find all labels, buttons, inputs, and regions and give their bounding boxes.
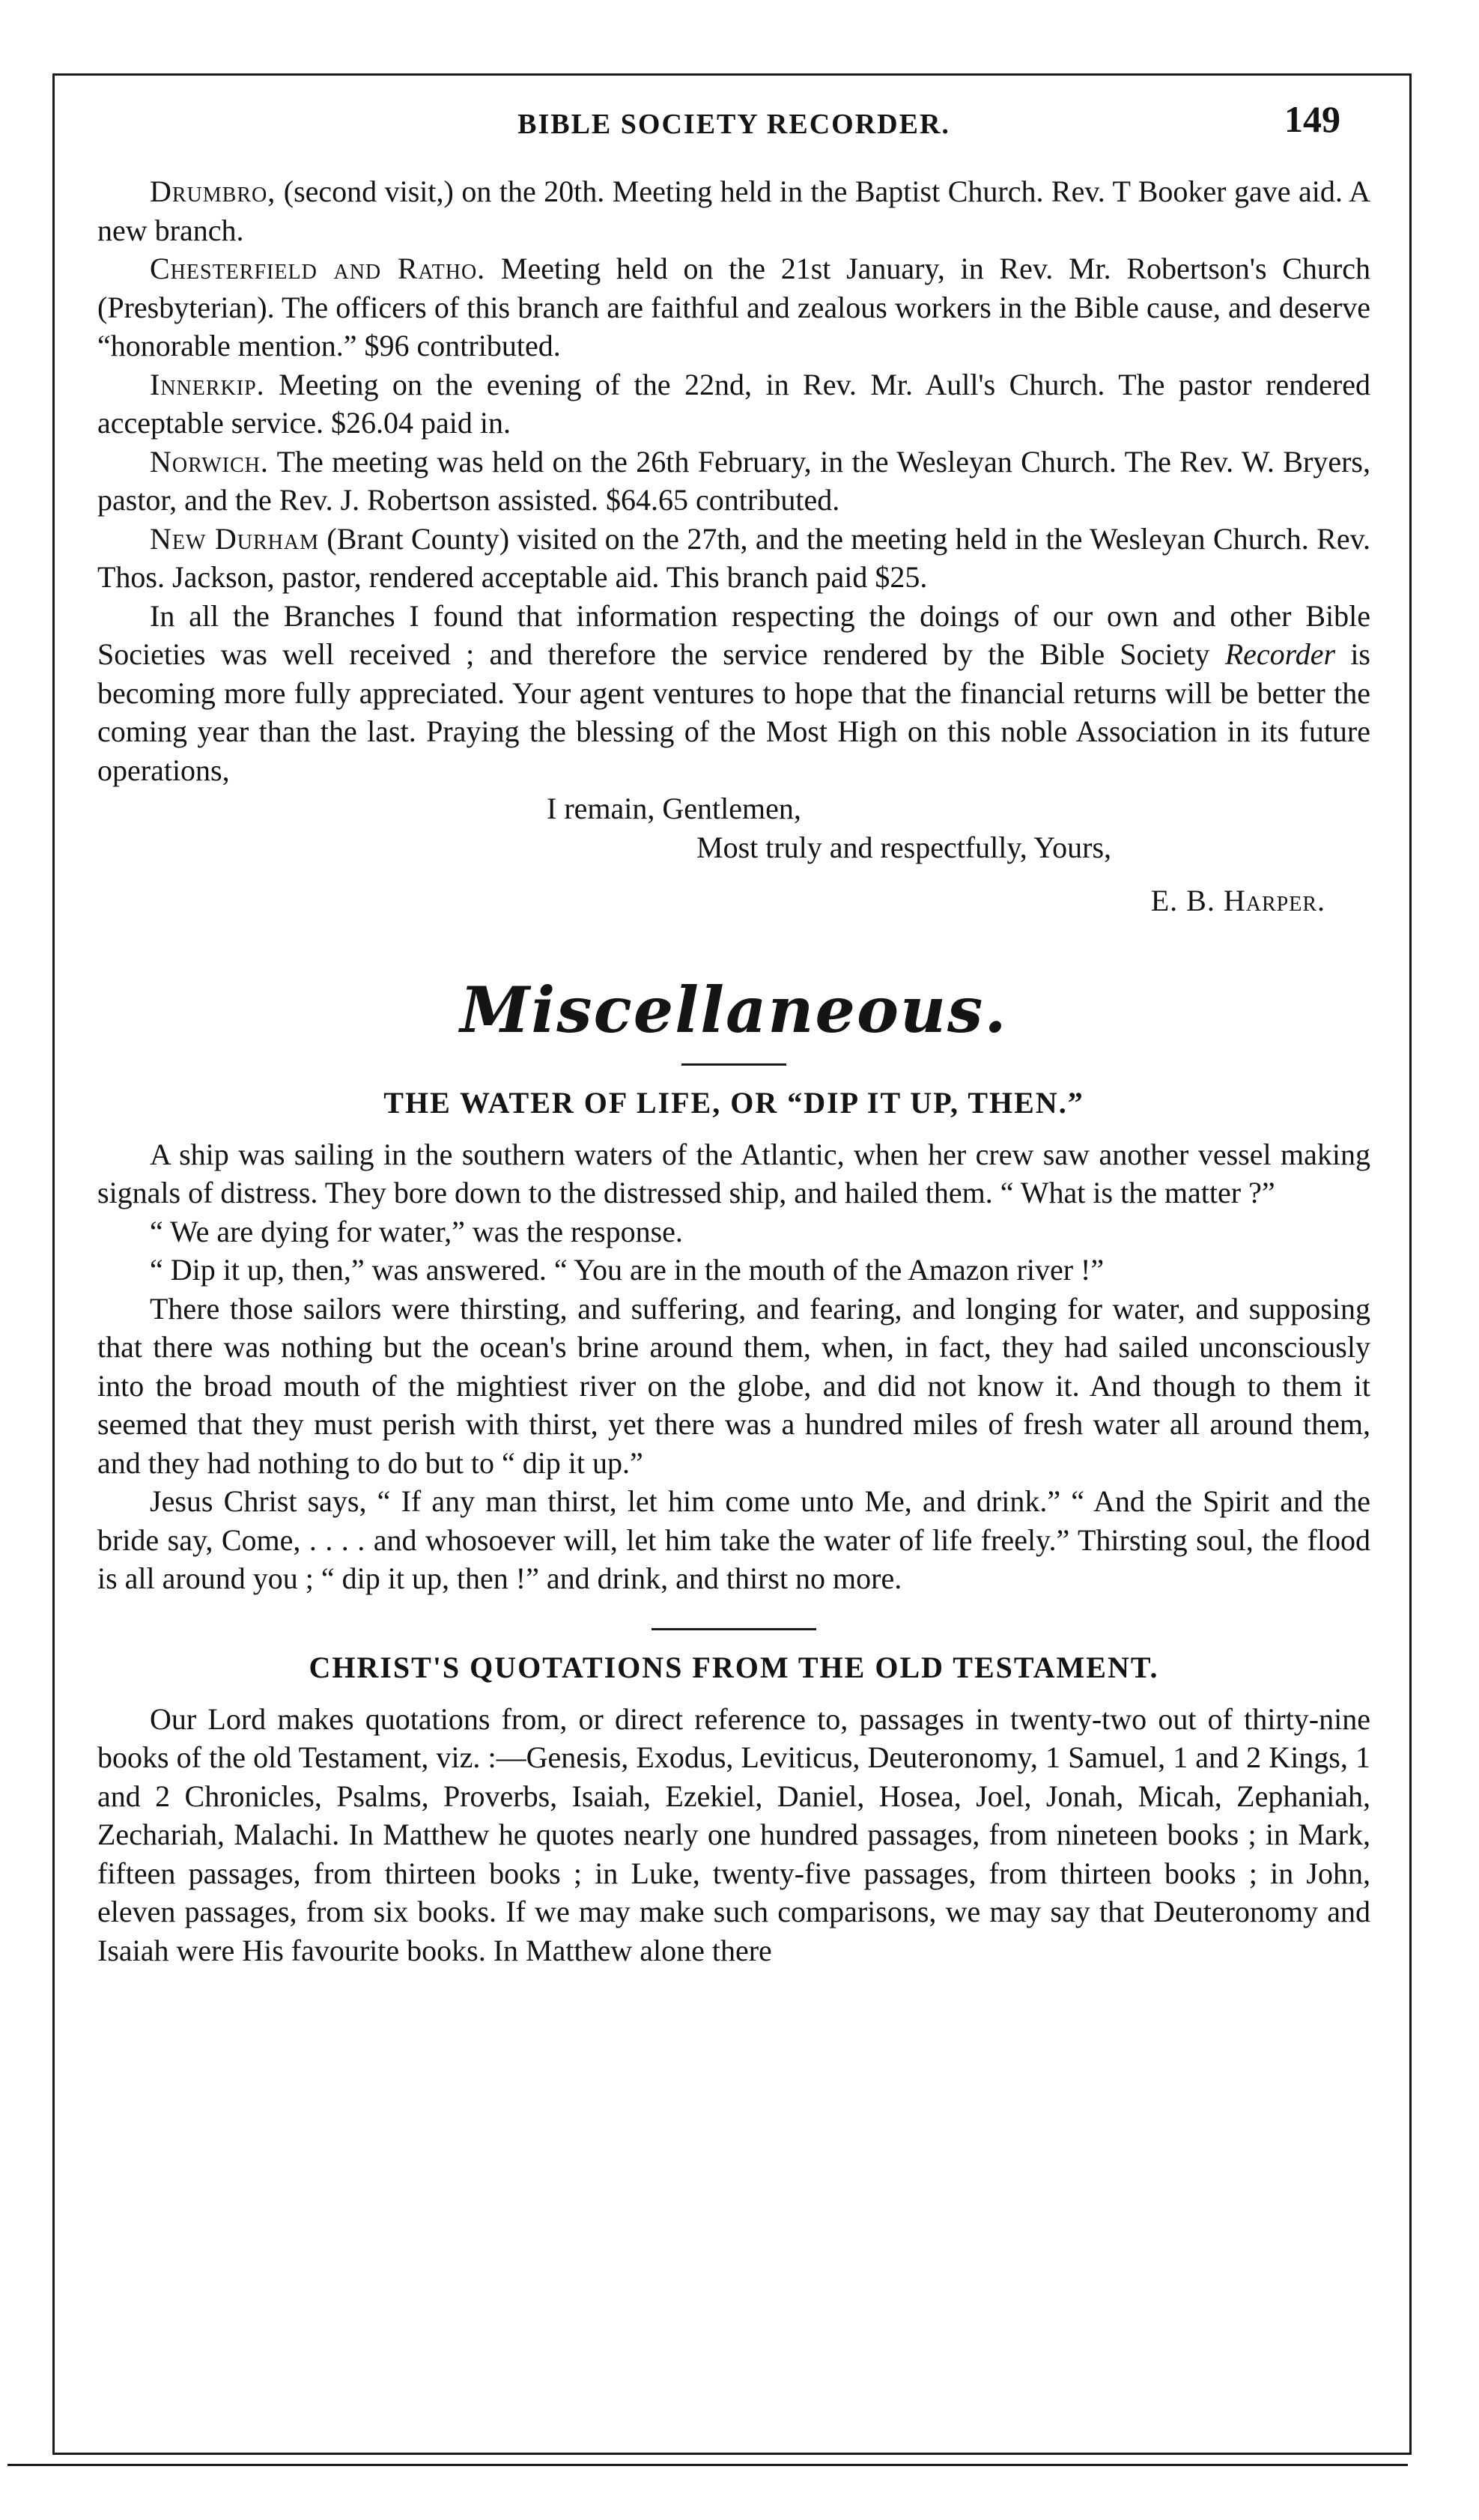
article-paragraph: Our Lord makes quotations from, or direct reference to, passages in twenty-two out of thirty-nine books of the old Testament, viz. :—Genesis, Exodus, Leviticus, Deuteronomy, 1 Samuel, 1 and 2 Kings, 1 and 2 Chronicles, Psalms, Proverbs, Isaiah, Ezekiel, Daniel, Hosea, Joel, Jonah, Micah, Zephaniah, Zechariah, Malachi. In Matthew he quotes nearly one hundred passages, from nineteen books ; in Mark, fifteen passages, from thirteen books ; in Luke, twenty-five passages, from thirteen books ; in John, eleven passages, from six books. If we may make such comparisons, we may say that Deuteronomy and Isaiah were His favourite books. In Matthew alone there [97,1701,1370,1967]
paragraph-text: (Brant County) visited on the 27th, and the meeting held in the Wesleyan Church. Rev. Thos. Jackson, pastor, rendered acceptable aid. This branch paid $25. [97,521,1370,594]
article-water-of-life [97,1085,1370,1598]
report-paragraph [97,443,1370,520]
article-paragraph: There those sailors were thirsting, and suffering, and fearing, and longing for water, and supposing that there was nothing but the ocean's brine around them, when, in fact, they had sailed unconsciously into the broad mouth of the mightiest river on the globe, and did not know it. And though to them it seemed that they must perish with thirst, yet there was a hundred miles of fresh water all around them, and they had nothing to do but to “ dip it up.” [97,1291,1370,1480]
closing-line: Most truly and respectfully, Yours, [696,830,1112,864]
paragraph-text: In all the Branches I found that information respecting the doings of our own and other Bible Societies was well received ; and therefore the service rendered by the Bible Society [97,598,1370,671]
article-title: THE WATER OF LIFE, OR “DIP IT UP, THEN.” [383,1085,1084,1120]
report-paragraph [97,597,1370,790]
agent-report [97,172,1370,920]
footer-rule [7,2464,1408,2466]
article-quotations [97,1650,1370,1970]
signature: E. B. Harper. [1150,884,1325,917]
branch-name: Norwich. [150,444,269,479]
journal-title: BIBLE SOCIETY RECORDER. [517,109,950,140]
article-paragraph: Jesus Christ says, “ If any man thirst, let him come unto Me, and drink.” “ And the Spirit and the bride say, Come, . . . . and whosoever will, let him take the water of life freely.” Thirsting soul, the flood is all around you ; “ dip it up, then !” and drink, and thirst no more. [97,1484,1370,1595]
italic-title: Recorder [1224,637,1336,671]
page-content [97,90,1370,1970]
branch-name: Innerkip. [150,367,265,401]
report-paragraph [97,172,1370,249]
branch-name: Drumbro, [150,174,276,208]
paragraph-text: The meeting was held on the 26th February, in the Wesleyan Church. The Rev. W. Bryers, pastor, and the Rev. J. Robertson assisted. $64.65 contributed. [97,444,1370,517]
article-paragraph: A ship was sailing in the southern waters of the Atlantic, when her crew saw another vessel making signals of distress. They bore down to the distressed ship, and hailed them. “ What is the matter ?” [97,1137,1370,1209]
page-number: 149 [1284,98,1340,140]
divider [681,1063,786,1066]
report-paragraph [97,365,1370,443]
article-title: CHRIST'S QUOTATIONS FROM THE OLD TESTAMENT. [309,1650,1159,1684]
branch-name: Chesterfield and Ratho. [150,252,486,285]
paragraph-text: Meeting on the evening of the 22nd, in Rev. Mr. Aull's Church. The pastor rendered acceptable service. $26.04 paid in. [97,367,1370,440]
article-paragraph: “ Dip it up, then,” was answered. “ You are in the mouth of the Amazon river !” [150,1253,1105,1287]
closing-line: I remain, Gentlemen, [547,792,801,825]
section-heading: Miscellaneous. [460,972,1008,1047]
paragraph-text: Meeting held on the 21st January, in Rev. Mr. Robertson's Church (Presbyterian). The officers of this branch are faithful and zealous workers in the Bible cause, and deserve “honorable mention.” $96 contributed. [97,252,1370,362]
paragraph-text: is becoming more fully appreciated. Your agent ventures to hope that the financial returns will be better the coming year than the last. Praying the blessing of the Most High on this noble Association in its future operations, [97,637,1370,787]
report-paragraph [97,520,1370,597]
running-header [97,90,1370,172]
divider [652,1628,816,1630]
article-paragraph: “ We are dying for water,” was the response. [150,1214,683,1248]
paragraph-text: (second visit,) on the 20th. Meeting held in the Baptist Church. Rev. T Booker gave aid. A new branch. [97,174,1370,247]
report-paragraph [97,249,1370,365]
branch-name: New Durham [150,521,319,556]
